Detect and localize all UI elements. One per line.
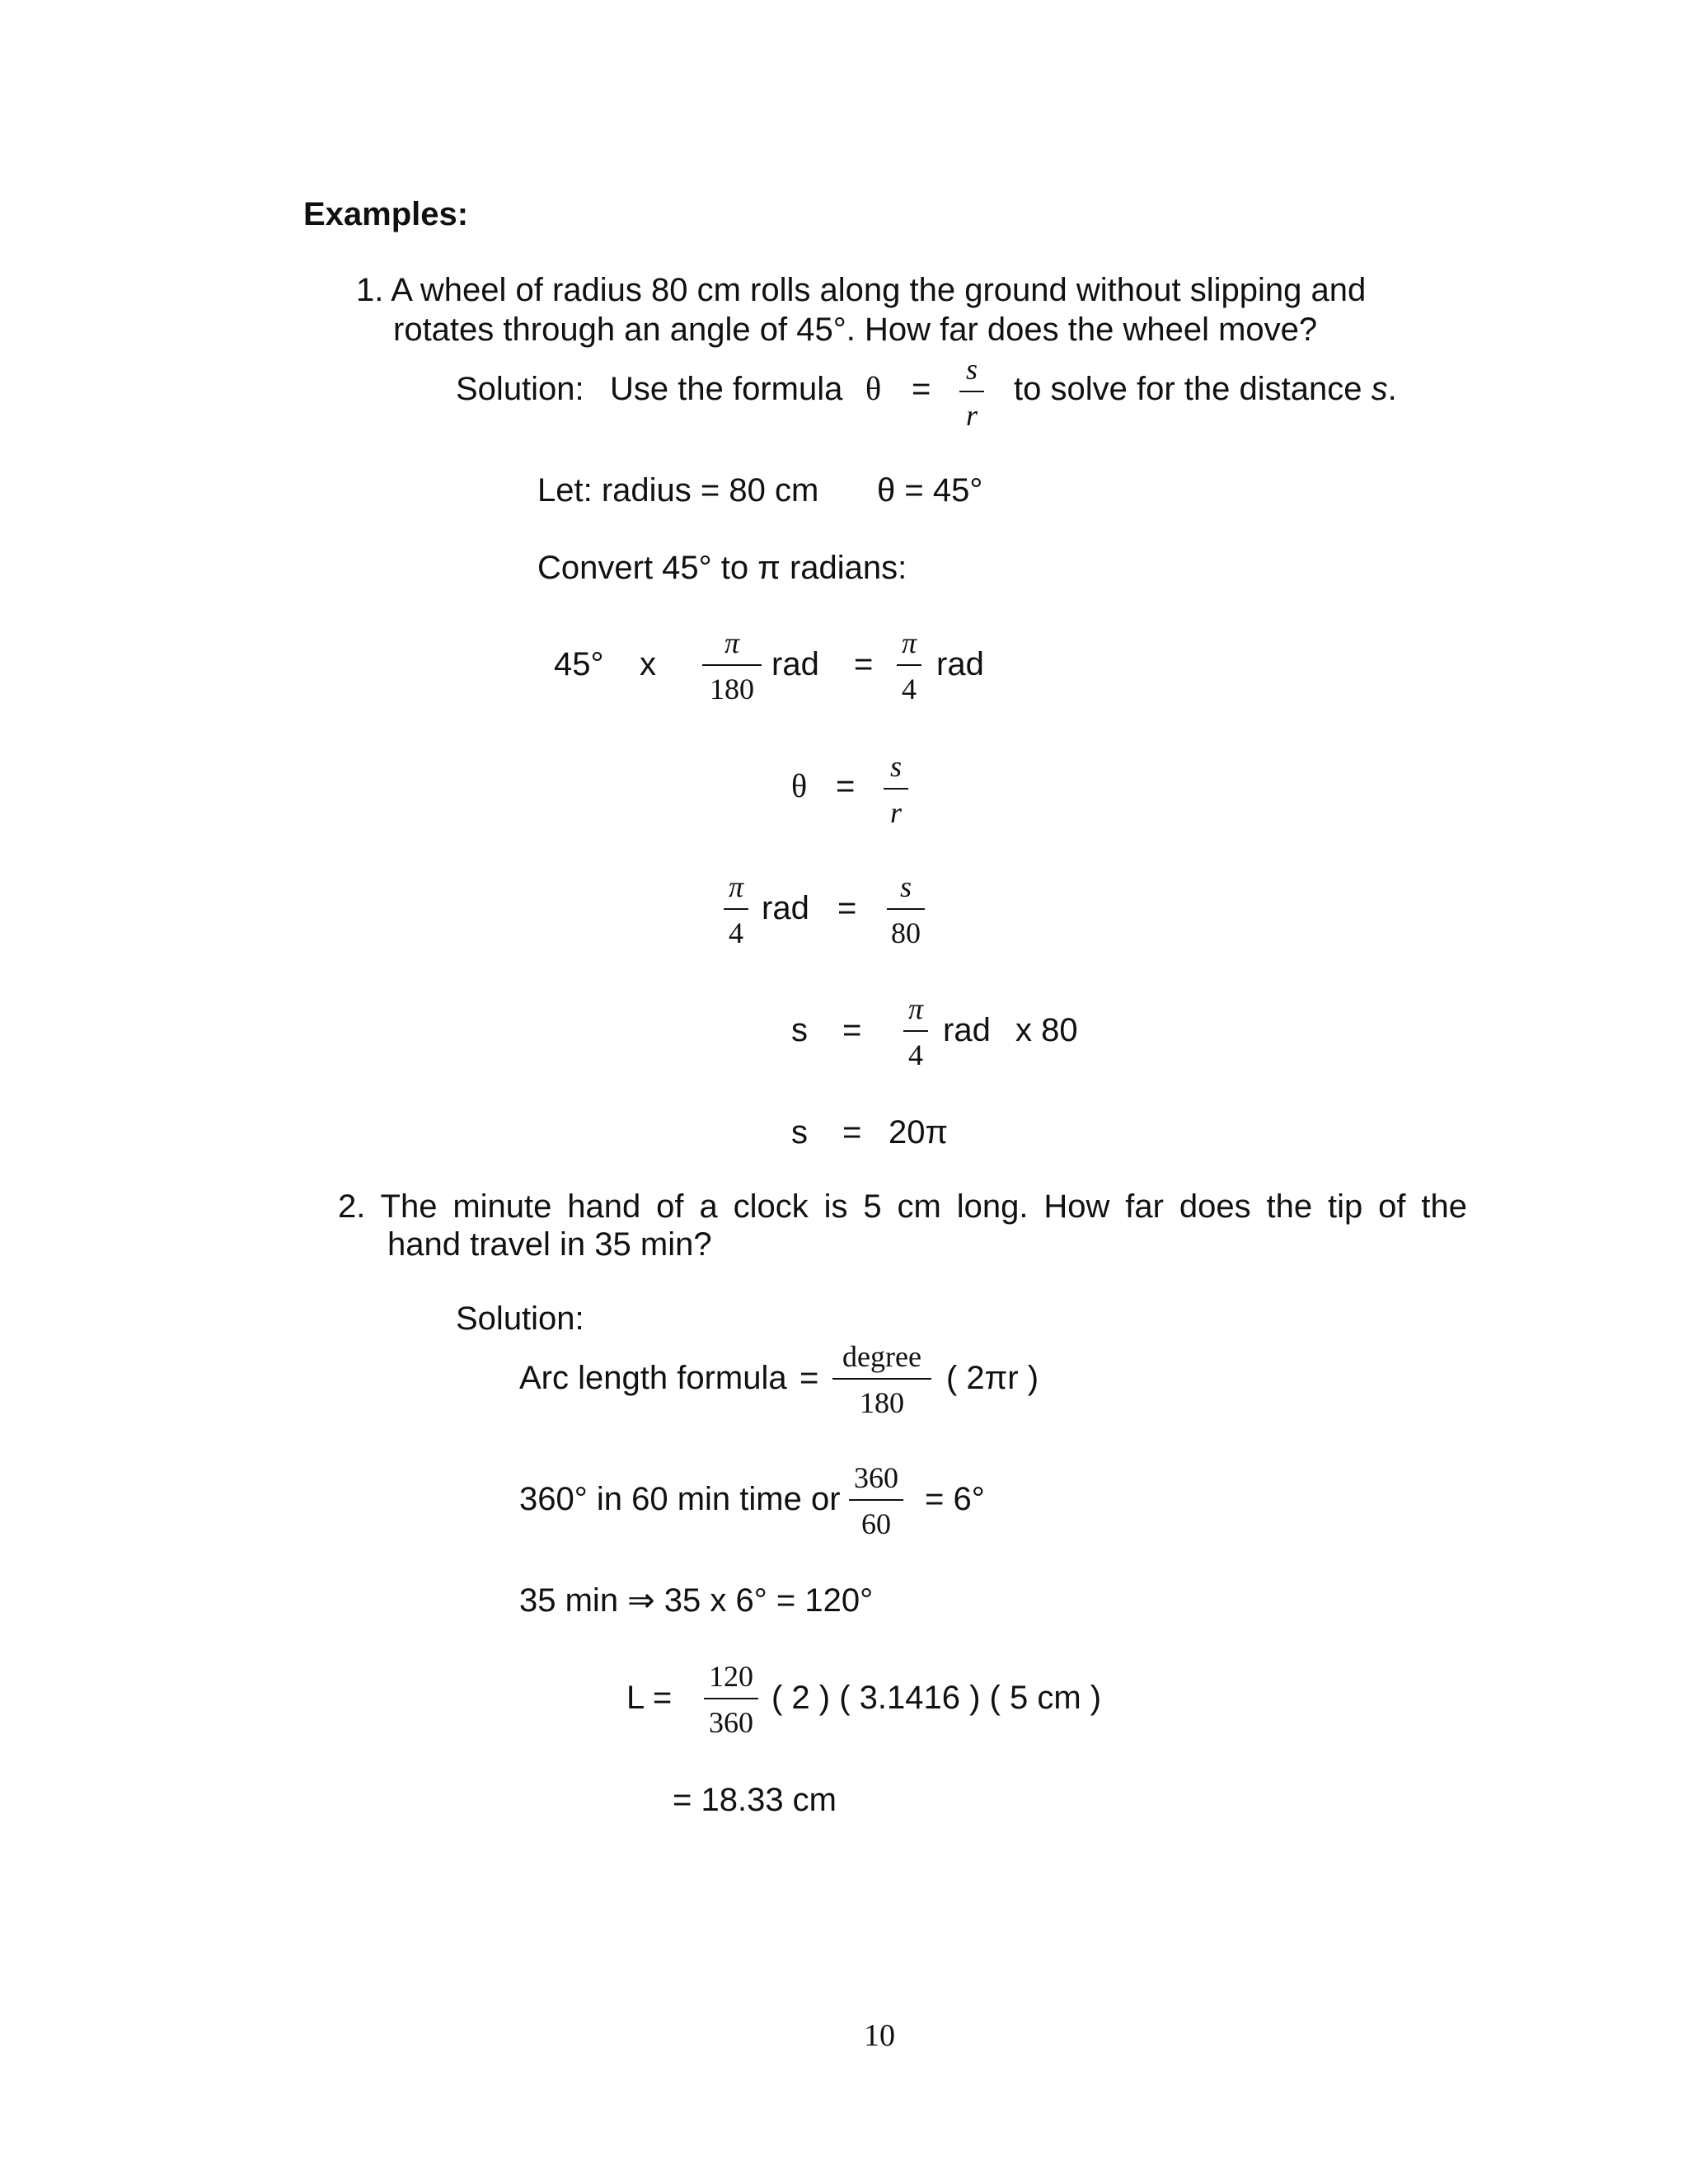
fraction-bar [832,1378,931,1380]
numerator: 120 [709,1660,753,1693]
35-min-line: 35 min ⇒ 35 x 6° = 120° [519,1582,874,1619]
times-sign: x [640,646,656,682]
degree-over-180 [832,1338,931,1421]
denominator: 4 [729,916,743,949]
distance-variable: s [1371,371,1388,407]
pi-over-180 [702,625,762,707]
denominator: 180 [860,1386,904,1419]
convert-line: Convert 45° to π radians: [537,550,907,586]
equals: = [836,768,856,804]
s-variable: s [791,1114,808,1151]
ex1-use-formula: Use the formula [610,371,843,407]
fraction-bar [704,1698,758,1699]
denominator: 360 [709,1706,753,1739]
equals: = [837,890,857,926]
degrees-per-minute-line: 360° in 60 min time or [519,1481,841,1517]
numerator: π [901,626,917,659]
numerator: π [907,992,924,1025]
let-radius: Let: radius = 80 cm [537,472,819,509]
period: . [1387,371,1397,407]
fraction-bar [702,664,762,666]
numerator: 360 [854,1461,898,1494]
ex2-solution-label: Solution: [456,1301,584,1337]
denominator: 4 [908,1038,923,1071]
ex1-formula-equals: = [912,371,931,407]
example-1-line-1: 1. A wheel of radius 80 cm rolls along the ground without slipping and [356,272,1367,308]
rad-unit: rad [771,646,819,682]
pi-over-4 [903,991,928,1073]
denominator: 180 [710,673,754,705]
ex1-formula-theta: θ [865,370,882,407]
denominator: r [889,796,902,829]
fraction-bar [903,1030,928,1032]
example-2-line-2: hand travel in 35 min? [387,1226,712,1263]
rad-unit: rad [762,890,809,926]
equals: = [842,1012,862,1048]
fraction-bar [897,664,921,666]
numerator: s [899,870,912,903]
result-20pi: 20π [889,1114,949,1151]
final-answer: = 18.33 cm [673,1782,837,1818]
theta: θ [791,767,808,804]
fraction-bar [849,1499,903,1501]
ex1-solution-label: Solution: [456,371,584,407]
pi-over-4 [897,625,921,707]
rad-unit: rad [943,1012,991,1048]
denominator: r [965,399,978,432]
example-2-line-1: 2. The minute hand of a clock is 5 cm long. How far does the tip of the [338,1188,1467,1225]
equals-6-degrees: = 6° [925,1481,985,1517]
example-1-line-2: rotates through an angle of 45°. How far does the wheel move? [393,312,1318,348]
s-over-r [884,748,908,831]
theta-45: θ = 45° [877,472,983,509]
arc-length-formula: Arc length formula [519,1360,787,1396]
denominator: 60 [861,1507,891,1540]
denominator: 4 [902,673,917,705]
fraction-bar [884,788,908,790]
s-over-80 [887,869,925,951]
fraction-bar [959,391,984,392]
pi-over-4 [724,869,748,951]
L-equals: L = [626,1680,673,1716]
equals: = [842,1114,862,1151]
factors: ( 2 ) ( 3.1416 ) ( 5 cm ) [771,1680,1102,1716]
denominator: 80 [891,916,921,949]
equals: = [854,646,874,682]
360-over-60 [849,1460,903,1542]
numerator: π [724,626,740,659]
numerator: s [889,750,902,783]
ex1-formula-fraction [959,351,984,434]
ex1-to-solve [1014,369,1397,409]
times-80: x 80 [1015,1012,1078,1048]
deg-45: 45° [554,646,604,682]
numerator: degree [842,1340,921,1373]
120-over-360 [704,1658,758,1741]
fraction-bar [724,908,748,910]
rad-unit: rad [936,646,984,682]
to-solve-text: to solve for the distance [1014,371,1362,407]
numerator: π [728,870,744,903]
s-variable: s [791,1012,808,1048]
page-number: 10 [864,2018,895,2053]
two-pi-r: ( 2πr ) [946,1360,1039,1396]
equals: = [799,1360,819,1396]
numerator: s [965,353,978,386]
fraction-bar [887,908,925,910]
examples-heading: Examples: [303,196,469,232]
